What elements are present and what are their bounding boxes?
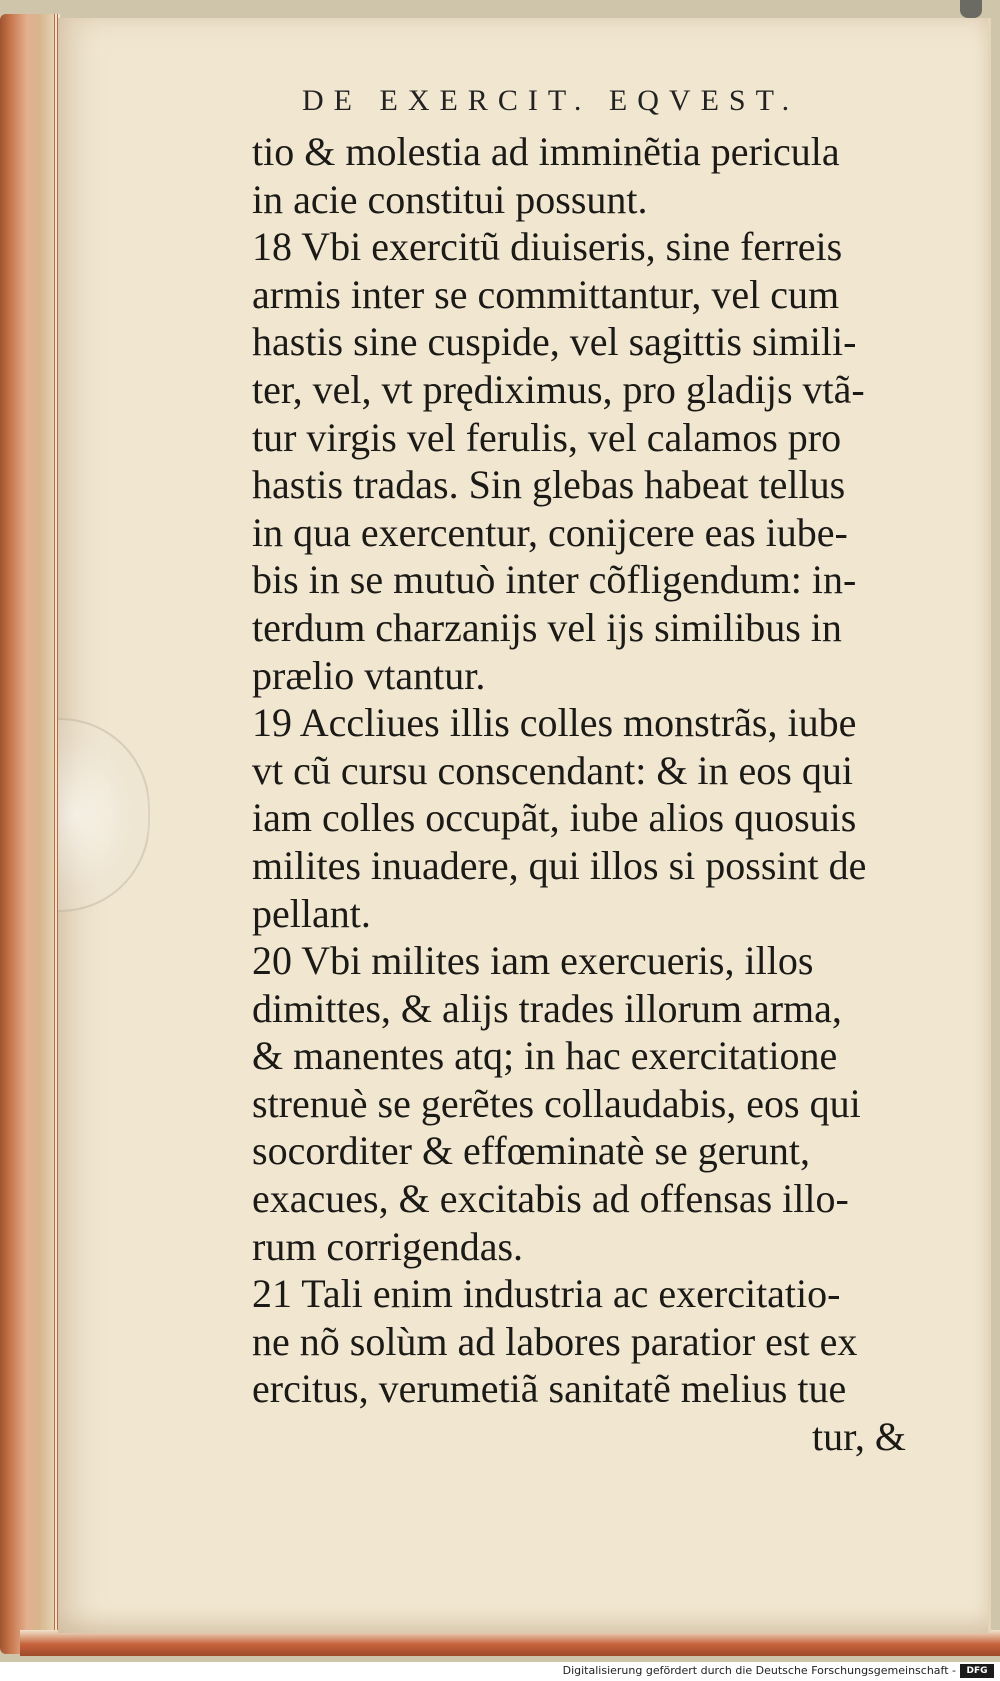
text-line: milites inuadere, qui illos si possint de bbox=[252, 842, 867, 888]
text-line: in acie constitui possunt. bbox=[252, 176, 648, 222]
text-line: 20 Vbi milites iam exercueris, illos bbox=[252, 938, 814, 984]
text-line: tur virgis vel ferulis, vel calamos pro bbox=[252, 414, 842, 460]
running-header: DE EXERCIT. EQVEST. bbox=[302, 84, 800, 117]
clip-mark bbox=[960, 0, 982, 18]
text-line: tio & molestia ad imminẽtia pericula bbox=[252, 129, 840, 174]
text-line: rum corrigendas. bbox=[252, 1223, 524, 1269]
text-line: 18 Vbi exercitũ diuiseris, sine ferreis bbox=[252, 224, 843, 270]
text-line: & manentes atq; in hac exercitatione bbox=[252, 1033, 838, 1079]
text-line: 19 Accliues illis colles monstrãs, iube bbox=[252, 700, 857, 746]
text-line: hastis tradas. Sin glebas habeat tellus bbox=[252, 462, 846, 508]
text-line: ter, vel, vt prędiximus, pro gladijs vtã- bbox=[252, 366, 865, 412]
page-stain bbox=[58, 718, 150, 912]
text-line: exacues, & excitabis ad offensas illo- bbox=[252, 1176, 849, 1222]
book-edge-left bbox=[0, 14, 60, 1654]
text-line: socorditer & effœminatè se gerunt, bbox=[252, 1128, 810, 1174]
text-line: dimittes, & alijs trades illorum arma, bbox=[252, 985, 842, 1031]
text-line: ne nõ solùm ad labores paratior est ex bbox=[252, 1318, 858, 1364]
text-line: vt cũ cursu conscendant: & in eos qui bbox=[252, 747, 853, 793]
text-line: ercitus, verumetiã sanitatẽ melius tue bbox=[252, 1366, 847, 1412]
text-line: 21 Tali enim industria ac exercitatio- bbox=[252, 1271, 841, 1317]
text-line: strenuè se gerẽtes collaudabis, eos qui bbox=[252, 1080, 861, 1126]
dfg-logo: DFG bbox=[960, 1664, 994, 1678]
text-line: bis in se mutuò inter cõfligendum: in- bbox=[252, 557, 857, 603]
text-line: in qua exercentur, conijcere eas iube- bbox=[252, 509, 848, 555]
text-line: armis inter se committantur, vel cum bbox=[252, 271, 840, 317]
text-line: pellant. bbox=[252, 890, 371, 936]
text-line: prælio vtantur. bbox=[252, 652, 486, 698]
body-text bbox=[252, 128, 912, 1461]
digitization-footer bbox=[0, 1662, 1000, 1681]
text-line: hastis sine cuspide, vel sagittis simili- bbox=[252, 319, 857, 365]
text-line: iam colles occupãt, iube alios quosuis bbox=[252, 795, 857, 841]
book-edge-bottom bbox=[20, 1630, 1000, 1656]
text-line: terdum charzanijs vel ijs similibus in bbox=[252, 604, 842, 650]
funding-credit: Digitalisierung gefördert durch die Deutsche Forschungsgemeinschaft - bbox=[562, 1664, 956, 1677]
catchword: tur, & bbox=[812, 1414, 906, 1460]
